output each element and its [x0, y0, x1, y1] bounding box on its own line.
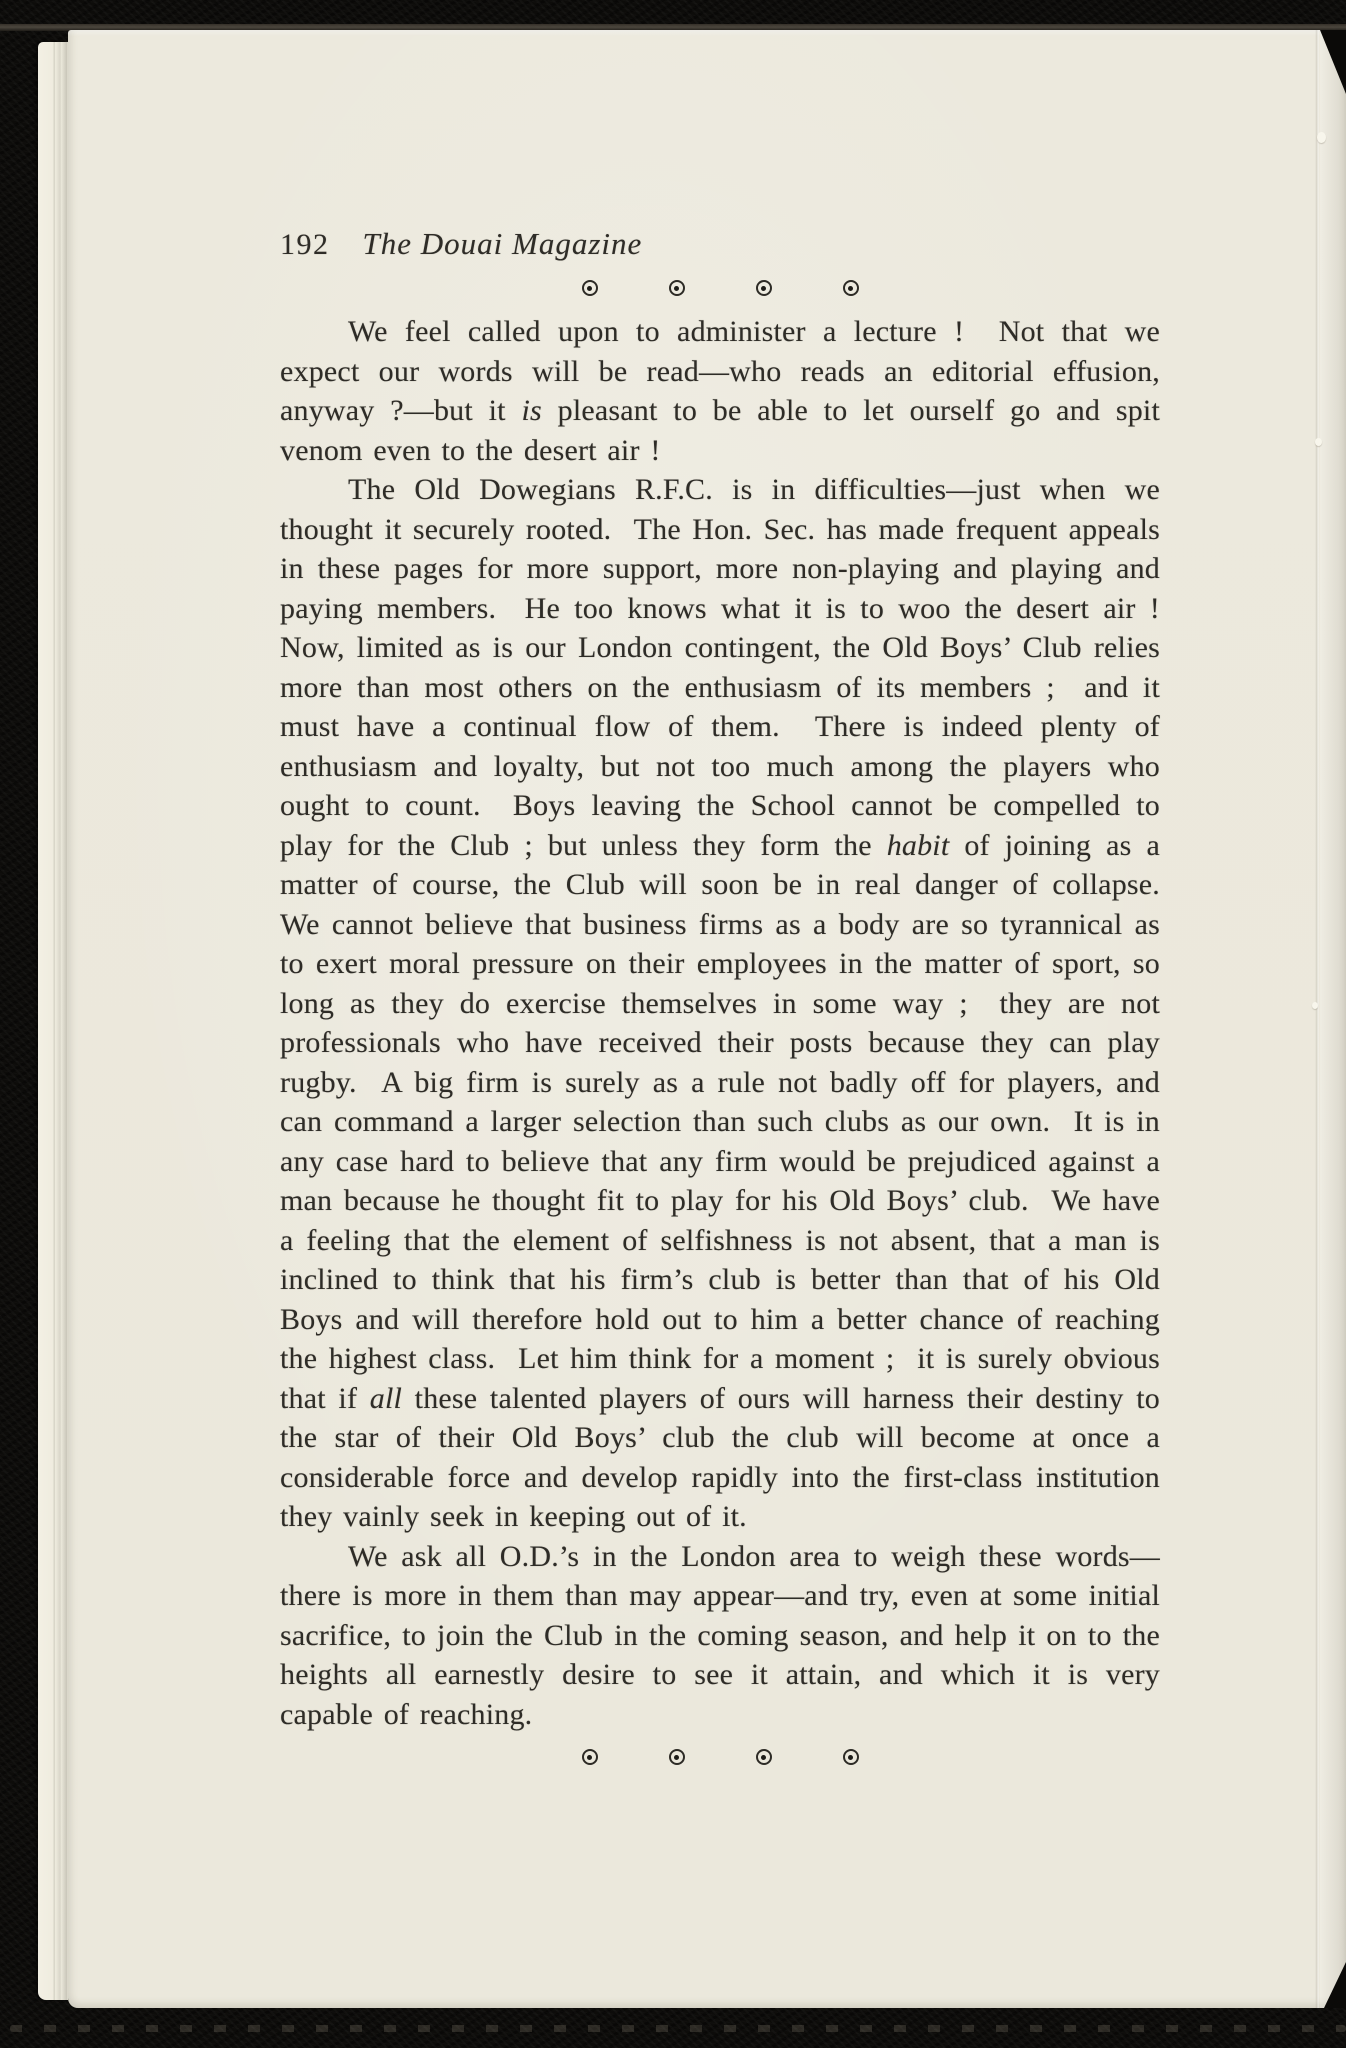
cover-stitching	[10, 2025, 1346, 2032]
italic-emphasis: all	[369, 1381, 403, 1415]
circled-dot-icon	[843, 280, 859, 296]
paragraph-text: pleasant to be able to let ourself go and spit venom even to the desert air !	[280, 394, 1171, 467]
page-edge-stack	[38, 42, 68, 2000]
italic-emphasis: is	[521, 394, 542, 427]
book-page	[68, 30, 1346, 2008]
paragraph-text: these talented players of ours will harness their destiny to the star of their Old Boys’ club the club will become at once a considerable force and develop rapidly into the first-class institution they vainly seek in keeping out of it.	[280, 1381, 1171, 1533]
paragraph	[280, 312, 1171, 470]
page-right-edge	[1320, 30, 1346, 2008]
circled-dot-icon	[669, 280, 685, 296]
circled-dot-icon	[756, 1749, 772, 1765]
circled-dot-icon	[582, 280, 598, 296]
circled-dot-icon	[843, 1749, 859, 1765]
paragraph	[280, 470, 1182, 1537]
paragraph-text: of joining as a matter of course, the Club will soon be in real danger of collapse. We cannot believe that business firms as a body are so tyrannical as to exert moral pressure on their employees in the matter of sport, so long as they do exercise themselves in some way ; they are not professionals who have received their posts because they can play rugby. A big firm is surely as a rule not badly off for players, and can command a larger selection than such clubs as our own. It is in any case hard to believe that any firm would be prejudiced against a man because he thought fit to play for his Old Boys’ club. We have a feeling that the element of selfishness is not absent, that a man is inclined to think that his firm’s club is better than that of his Old Boys and will therefore hold out to him a better chance of reaching the highest class. Let him think for a moment ; it is surely obvious that if	[280, 828, 1182, 1415]
page-text-block	[280, 224, 1182, 1766]
circled-dot-icon	[582, 1749, 598, 1765]
circled-dot-icon	[756, 280, 772, 296]
circled-dot-icon	[669, 1749, 685, 1765]
page-crease	[1315, 30, 1319, 2008]
ornament-row-bottom	[280, 1748, 1160, 1766]
paper-speck	[1315, 438, 1322, 446]
paragraph	[280, 1537, 1171, 1735]
magazine-title: The Douai Magazine	[362, 226, 643, 261]
cover-corner-shadow	[1324, 1962, 1346, 2008]
running-header	[280, 224, 1160, 264]
paper-speck	[1312, 1002, 1318, 1009]
paragraph-text: The Old Dowegians R.F.C. is in difficulties—just when we thought it securely rooted. The Hon. Sec. has made frequent appeals in these pages for more support, more non-playing and playing and paying members. He too knows what it is to woo the desert air ! Now, limited as is our London contingent, the Old Boys’ Club relies more than most others on the enthusiasm of its members ; and it must have a continual flow of them. There is indeed plenty of enthusiasm and loyalty, but not too much among the players who ought to count. Boys leaving the School cannot be compelled to play for the Club ; but unless they form the	[280, 473, 1182, 862]
paper-speck	[1317, 132, 1326, 143]
page-number: 192	[280, 228, 330, 261]
italic-emphasis: habit	[886, 828, 950, 862]
cover-corner-shadow	[1320, 30, 1346, 94]
paragraph-text: We ask all O.D.’s in the London area to weigh these words—there is more in them than may appear—and try, even at some initial sacrifice, to join the Club in the coming season, and help it on to the heights all earnestly desire to see it attain, and which it is very capable of reaching.	[280, 1539, 1171, 1731]
paragraph-text: We feel called upon to administer a lecture ! Not that we expect our words will be read—who reads an editorial effusion, anyway ?—but it	[280, 315, 1171, 427]
ornament-row-top	[280, 279, 1160, 297]
